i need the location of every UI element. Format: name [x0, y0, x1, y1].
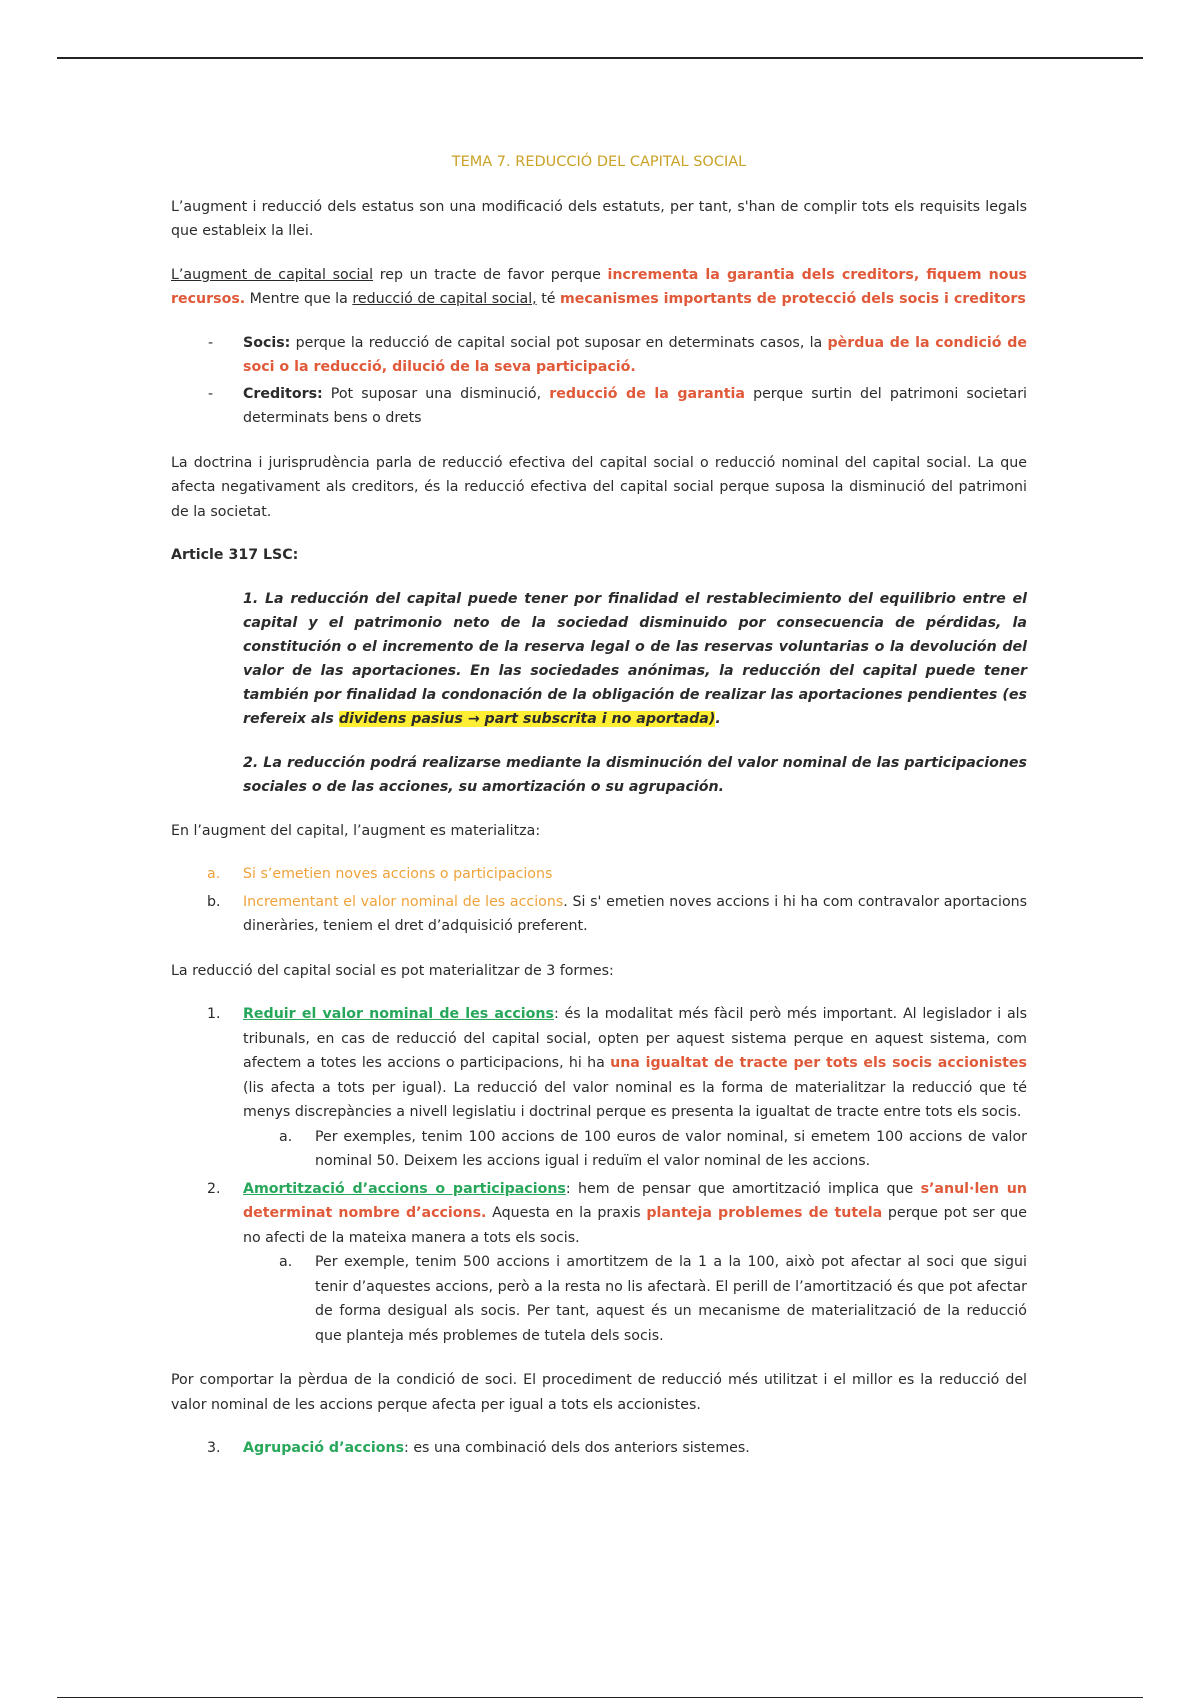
reduction-forms-list-continued	[171, 1436, 1027, 1461]
page-title: TEMA 7. REDUCCIÓ DEL CAPITAL SOCIAL	[451, 154, 747, 170]
sub-list	[243, 1250, 1027, 1348]
green-term: Reduir el valor nominal de les accions	[243, 1006, 554, 1022]
text-run: Pot suposar una disminució,	[322, 385, 550, 402]
bullet-marker: -	[208, 385, 214, 402]
list-marker: a.	[207, 866, 221, 882]
intro-paragraph: L’augment i reducció dels estatus son una modificació dels estatuts, per tant, s'han de complir tots els requisits legals que estableix la llei.	[171, 198, 1027, 239]
text-run: Per exemples, tenim 100 accions de 100 euros de valor nominal, si emetem 100 accions de valor nominal 50. Deixem les accions igual i reduïm el valor nominal de les accions.	[315, 1128, 1027, 1169]
list-marker: a.	[279, 1128, 293, 1145]
bullet-marker: -	[208, 334, 214, 351]
text-run: 1. La reducción del capital puede tener por finalidad el restablecimiento del equilibrio entre el capital y el patrimonio neto de la sociedad disminuido por consecuencia de pérdidas, la constitución o el incremento de la reserva legal o de las reservas voluntarias o la devolución del valor de las aportaciones. En las sociedades anónimas, la reducción del capital puede tener también por finalidad la condonación de la obligación de realizar las aportaciones pendientes (es refereix als	[243, 590, 1027, 727]
article-quote-1	[243, 587, 1027, 731]
protection-list	[171, 331, 1027, 431]
text-run: . Si s' emetien noves accions i hi ha com contravalor aportacions dineràries, teniem el dret d’adquisició preferent.	[243, 893, 1028, 934]
text-run: té	[536, 291, 560, 307]
article-label: Article 317 LSC:	[171, 547, 299, 563]
header-rule	[57, 57, 1143, 59]
orange-phrase: Incrementant el valor nominal de les accions	[243, 893, 564, 910]
green-term: Amortització d’accions o participacions	[243, 1180, 566, 1197]
underlined-term: reducció de capital social,	[352, 291, 537, 307]
item-label: Creditors:	[243, 385, 323, 402]
text-run: (lis afecta a tots per igual). La reducció del valor nominal es la forma de materialitzar la reducció que té menys discrepàncies a nivell legislatiu i doctrinal perque es presenta la igualtat de tracte entre tots els socis.	[243, 1079, 1027, 1120]
list-marker: a.	[279, 1254, 293, 1270]
highlighted-phrase: pèrdua de la condició de soci o la reducció, dilució de la seva participació.	[243, 334, 1027, 375]
highlighted-phrase: s’anul·len un determinat nombre d’accions.	[243, 1180, 1027, 1221]
sub-list-item	[243, 1250, 1027, 1348]
sub-list-item	[243, 1125, 1027, 1174]
underlined-term: L’augment de capital social	[171, 266, 374, 283]
augment-list	[171, 862, 1027, 939]
text-run: Mentre que la	[245, 291, 353, 307]
list-marker: b.	[207, 893, 221, 910]
list-marker: 2.	[207, 1180, 221, 1197]
highlighted-phrase: una igualtat de tracte per tots els socis accionistes	[610, 1055, 1027, 1071]
orange-phrase: Si s’emetien noves accions o participacions	[243, 866, 553, 882]
list-marker: 3.	[207, 1440, 221, 1456]
doctrine-paragraph: La doctrina i jurisprudència parla de reducció efectiva del capital social o reducció nominal del capital social. La que afecta negativament als creditors, és la reducció efectiva del capital social perque suposa la disminució del patrimoni de la societat.	[171, 454, 1027, 520]
list-item	[171, 1436, 1027, 1461]
text-run: : hem de pensar que amortització implica que	[565, 1180, 921, 1197]
highlighted-phrase: planteja problemes de tutela	[646, 1205, 883, 1221]
list-item	[171, 1002, 1027, 1174]
highlighted-phrase: reducció de la garantia	[549, 385, 745, 402]
document-page	[171, 150, 1027, 1481]
reduction-forms-paragraph: La reducció del capital social es pot materialitzar de 3 formes:	[171, 962, 614, 979]
reduction-forms-list	[171, 1002, 1027, 1348]
text-run: rep un tracte de favor perque	[373, 266, 608, 283]
text-run: Aquesta en la praxis	[486, 1205, 647, 1221]
text-run: perque pot ser que no afecti de la mateixa manera a tots els socis.	[243, 1205, 1027, 1246]
text-run: : es una combinació dels dos anteriors sistemes.	[404, 1440, 750, 1456]
list-item	[171, 1177, 1027, 1349]
list-marker: 1.	[207, 1006, 221, 1022]
article-heading	[171, 543, 1027, 568]
sub-list	[243, 1125, 1027, 1174]
item-label: Socis:	[243, 334, 291, 351]
list-item	[171, 331, 1027, 380]
text-run: Per exemple, tenim 500 accions i amortitzem de la 1 a la 100, això pot afectar al soci que sigui tenir d’aquestes accions, però a la resta no lis afectarà. El perill de l’amortització és que pot afectar de forma desigual als socis. Per tant, aquest és un mecanisme de materialització de la reducció que planteja més problemes de tutela dels socis.	[315, 1254, 1027, 1344]
text-run: .	[715, 710, 721, 727]
highlighted-phrase: incrementa la garantia dels creditors, fiquem nous recursos.	[171, 266, 1027, 307]
augment-materialization-paragraph: En l’augment del capital, l’augment es materialitza:	[171, 822, 541, 839]
list-item	[171, 890, 1027, 939]
footer-rule	[57, 1697, 1143, 1698]
text-run: perque surtin del patrimoni societari determinats bens o drets	[243, 385, 1027, 426]
green-term: Agrupació d’accions	[243, 1440, 405, 1456]
text-run: : és la modalitat més fàcil però més important. Al legislador i als tribunals, en cas de reducció del capital social, opten per aquest sistema perque en aquest sistema, com afectem a totes les accions o participacions, hi ha	[243, 1006, 1027, 1071]
text-run: perque la reducció de capital social pot suposar en determinats casos, la	[290, 334, 828, 351]
list-item	[171, 382, 1027, 431]
article-quote-2: 2. La reducción podrá realizarse mediante la disminución del valor nominal de las participaciones sociales o de las acciones, su amortización o su agrupación.	[243, 754, 1027, 795]
conclusion-paragraph: Por comportar la pèrdua de la condició de soci. El procediment de reducció més utilitzat i el millor es la reducció del valor nominal de les accions perque afecta per igual a tots els accionistes.	[171, 1372, 1027, 1413]
yellow-highlight: dividens pasius → part subscrita i no aportada)	[338, 710, 716, 727]
list-item	[171, 862, 1027, 887]
highlighted-phrase: mecanismes importants de protecció dels socis i creditors	[560, 291, 1026, 307]
augment-vs-reduction-paragraph	[171, 263, 1027, 312]
